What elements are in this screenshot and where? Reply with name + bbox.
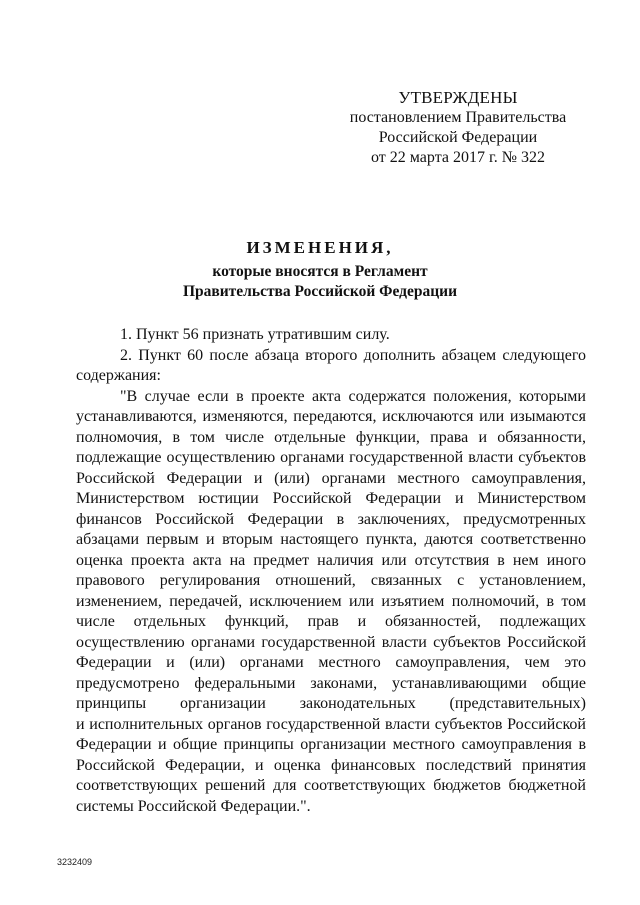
quote-line: Федерации и (или) органами местного самоуправления, чем это	[76, 654, 586, 671]
quote-line: соответствующих решений для соответствующих бюджетов бюджетной	[76, 777, 586, 794]
quote-line: оценка проекта акта на предмет наличия или отсутствия в нем иного	[76, 551, 586, 569]
subtitle-line-2: Правительства Российской Федерации	[182, 283, 458, 300]
quote-line: финансов Российской Федерации в заключениях, предусмотренных	[76, 510, 586, 528]
quote-line: принципы организации законодательных (представительных)	[76, 695, 586, 712]
subtitle-line-1: которые вносятся в Регламент	[212, 263, 428, 280]
quote-line: правового регулирования отношений, связанных с установлением,	[76, 572, 586, 589]
quote-line: Федерации и общие принципы организации местного самоуправления в	[76, 736, 586, 753]
approval-block	[330, 88, 586, 168]
quote-line: числе отдельных функций, прав и обязанностей, подлежащих	[76, 613, 586, 630]
quote-line: "В случае если в проекте акта содержатся положения, которыми	[120, 387, 586, 405]
quote-line: Российской Федерации, и оценка финансовых последствий принятия	[76, 756, 586, 774]
quote-line: изменением, передачей, исключением или изъятием полномочий, в том	[76, 592, 586, 610]
point-2-line-1: 2. Пункт 60 после абзаца второго дополнить абзацем следующего	[120, 346, 586, 364]
quote-line: полномочия, в том числе отдельные функции, права и обязанности,	[76, 428, 586, 446]
point-2-line-2: содержания:	[76, 367, 161, 384]
quote-line: Российской Федерации и (или) органами местного самоуправления,	[76, 469, 586, 487]
quote-line: системы Российской Федерации.".	[76, 797, 311, 815]
approval-line-3: от 22 марта 2017 г. № 322	[371, 149, 545, 166]
quote-line: подлежащие осуществлению органами государственной власти субъектов	[76, 449, 586, 466]
document-title: ИЗМЕНЕНИЯ,	[246, 238, 394, 257]
point-1: 1. Пункт 56 признать утратившим силу.	[120, 326, 390, 343]
quote-line: осуществлению органами государственной власти субъектов Российской	[76, 633, 586, 651]
approval-heading: УТВЕРЖДЕНЫ	[398, 88, 518, 107]
document-body	[76, 325, 586, 817]
quote-line: Министерством юстиции Российской Федерации и Министерством	[76, 490, 586, 507]
document-subtitle	[0, 262, 640, 302]
quoted-paragraph	[76, 387, 586, 818]
quote-line: предусмотрено федеральными законами, устанавливающими общие	[76, 674, 586, 692]
document-code: 3232409	[57, 857, 93, 867]
quote-line: устанавливаются, изменяются, передаются, исключаются или изымаются	[76, 408, 586, 425]
approval-line-2: Российской Федерации	[378, 129, 538, 146]
quote-line: абзацами первым и вторым настоящего пункта, даются соответственно	[76, 531, 586, 548]
quote-line: и исполнительных органов государственной власти субъектов Российской	[76, 715, 586, 733]
approval-line-1: постановлением Правительства	[349, 109, 567, 126]
